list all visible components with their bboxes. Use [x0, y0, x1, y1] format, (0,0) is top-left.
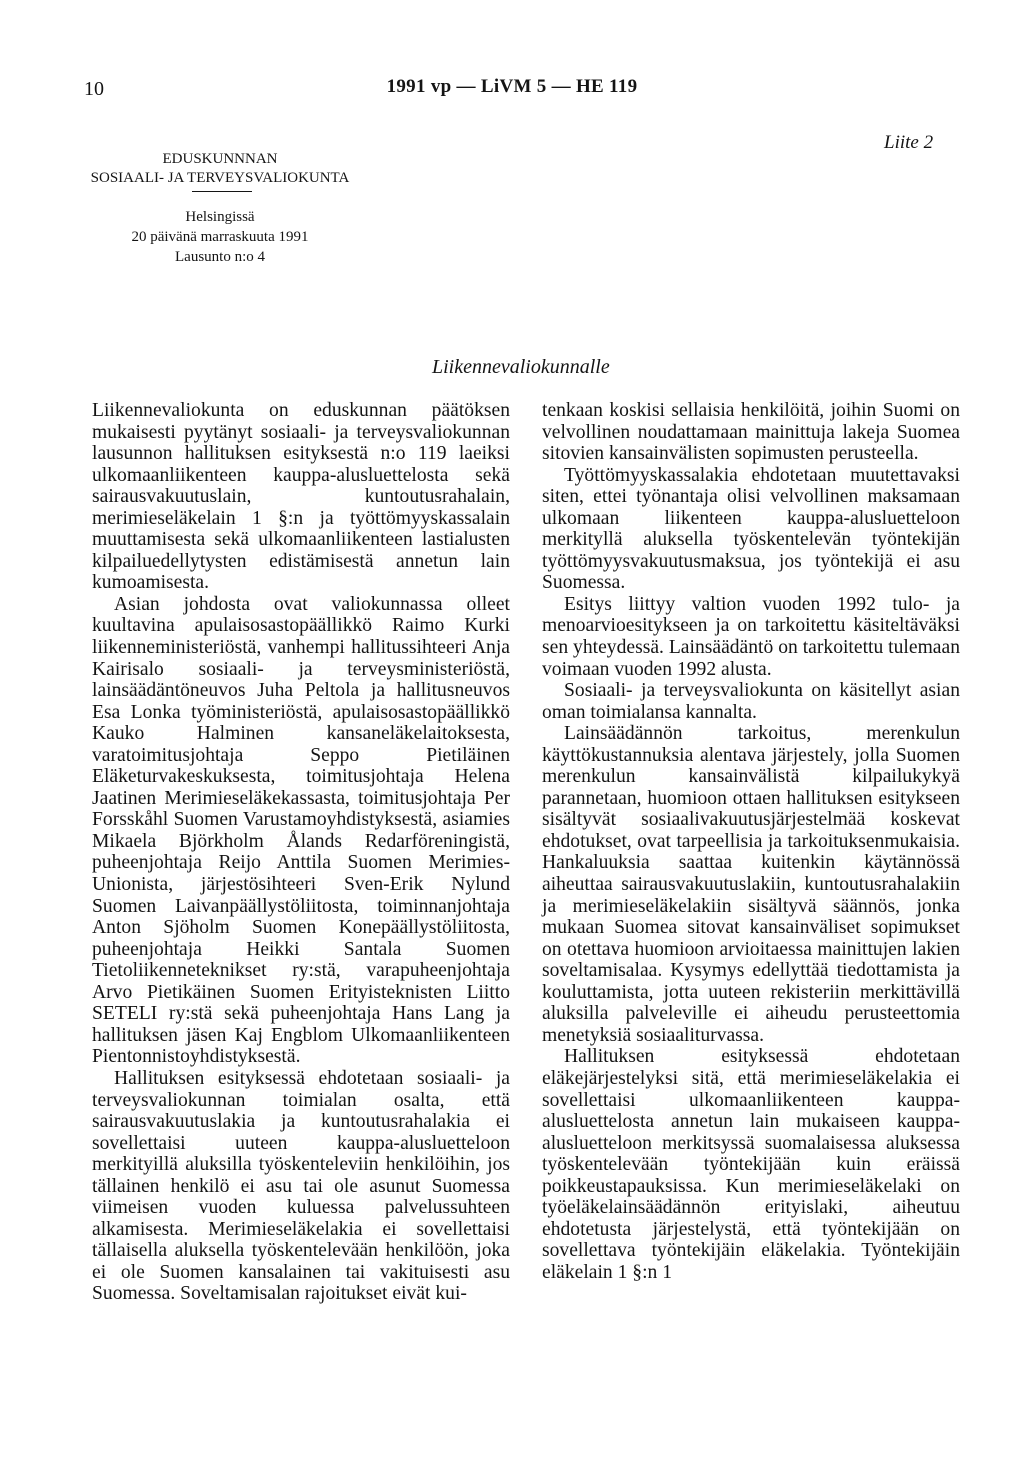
divider	[192, 191, 252, 192]
page-number: 10	[84, 78, 104, 100]
paragraph: Työttömyyskassalakia ehdotetaan muutettavaksi siten, ettei työnantaja olisi velvollinen maksamaan ulkomaan liikenteen kauppa-alusluetteloon merkityllä aluksella työskentelevän työntekijän työttömyysvakuutusmaksua, jos työntekijä ei asu Suomessa.	[542, 464, 960, 594]
committee-name: SOSIAALI- JA TERVEYSVALIOKUNTA	[90, 170, 350, 186]
place: Helsingissä	[185, 209, 255, 225]
appendix-label: Liite 2	[884, 132, 934, 153]
statement-number: Lausunto n:o 4	[175, 249, 265, 265]
paragraph: Lainsäädännön tarkoitus, merenkulun käyttökustannuksia alentava järjestely, jolla Suomen merenkulun kansainvälistä kilpailukykyä parannetaan, huomioon ottaen hallituksen esitykseen sisältyvät sosiaalivakuutusjärjestelmää koskevat ehdotukset, ovat tarpeellisia ja tarkoituksenmukaisia. Hankaluuksia saattaa kuitenkin käytännössä aiheuttaa sairausvakuutuslakiin, kuntoutusrahalakiin ja merimieseläkelakiin sisältyvä säännös, jonka mukaan Suomea sitovat kansainväliset sopimukset on otettava huomioon arvioitaessa mainittujen lakien soveltamisalaa. Kysymys edellyttää tiedottamista ja kouluttamista, jotta uuteen rekisteriin merkittävillä aluksilla palveleville ei aiheudu perusteettomia menetyksiä sosiaaliturvassa.	[542, 723, 960, 1046]
place-date-block	[70, 207, 370, 267]
running-head: 1991 vp — LiVM 5 — HE 119	[386, 76, 638, 97]
paragraph: tenkaan koskisi sellaisia henkilöitä, joihin Suomi on velvollinen noudattamaan mainittuja lakeja Suomea sitovien kansainvälisten sopimusten perusteella.	[542, 400, 960, 465]
paragraph: Hallituksen esityksessä ehdotetaan sosiaali- ja terveysvaliokunnan toimialan osalta, että sairausvakuutuslakia ja kuntoutusrahalakia ei sovellettaisi uuteen kauppa-alusluetteloon merkityillä aluksilla työskenteleviin henkilöihin, jos tällainen henkilö ei asu tai ole asunut Suomessa viimeisen vuoden kuluessa palvelussuhteen alkamisesta. Merimieseläkelakia ei sovellettaisi tällaisella aluksella työskentelevään henkilöön, joka ei ole Suomen kansalainen tai vakituisesti asu Suomessa. Soveltamisalan rajoitukset eivät kui-	[92, 1067, 510, 1305]
body-right-column	[542, 400, 960, 1283]
paragraph: Hallituksen esityksessä ehdotetaan eläkejärjestelyksi sitä, että merimieseläkelakia ei sovellettaisi ulkomaanliikenteen kauppa-alusluettelosta annetun lain mukaiseen kauppa-alusluetteloon merkitsyssä suomalaisessa aluksessa työskentelevään työntekijään kuin eräissä poikkeustapauksissa. Kun merimieseläkelaki on työeläkelainsäädännön erityislaki, aiheutuu ehdotetusta järjestelystä, että työntekijään on sovellettava työntekijäin eläkelakia. Työntekijäin eläkelain 1 §:n 1	[542, 1046, 960, 1283]
parliament-name: EDUSKUNNNAN	[162, 151, 278, 167]
body-left-column	[92, 400, 510, 1305]
paragraph: Esitys liittyy valtion vuoden 1992 tulo- ja menoarvioesitykseen ja on tarkoitettu käsiteltäväksi sen yhteydessä. Lainsäädäntö on tarkoitettu tulemaan voimaan vuoden 1992 alusta.	[542, 593, 960, 680]
paragraph: Liikennevaliokunta on eduskunnan päätöksen mukaisesti pyytänyt sosiaali- ja terveysvaliokunnan lausunnon hallituksen esityksestä n:o 119 laeiksi ulkomaanliikenteen kauppa-alusluettelosta sekä sairausvakuutuslain, kuntoutusrahalain, merimieseläkelain 1 §:n ja työttömyyskassalain muuttamisesta sekä ulkomaanliikenteen lastialusten kilpailuedellytysten edistämisestä annetun lain kumoamisesta.	[92, 400, 510, 594]
date: 20 päivänä marraskuuta 1991	[131, 229, 309, 245]
sender-committee	[70, 150, 370, 188]
addressee: Liikennevaliokunnalle	[432, 356, 610, 378]
paragraph: Sosiaali- ja terveysvaliokunta on käsitellyt asian oman toimialansa kannalta.	[542, 680, 960, 723]
paragraph: Asian johdosta ovat valiokunnassa olleet kuultavina apulaisosastopäällikkö Raimo Kurki liikenneministeriöstä, vanhempi hallitussihteeri Anja Kairisalo sosiaali- ja terveysministeriöstä, lainsäädäntöneuvos Juha Peltola ja hallitusneuvos Esa Lonka työministeriöstä, apulaisosastopäällikkö Kauko Halminen kansaneläkelaitoksesta, varatoimitusjohtaja Seppo Pietiläinen Eläketurvakeskuksesta, toimitusjohtaja Helena Jaatinen Merimieseläkekassasta, toimitusjohtaja Per Forsskåhl Suomen Varustamoyhdistyksestä, asiamies Mikaela Björkholm Ålands Redarföreningistä, puheenjohtaja Reijo Anttila Suomen Merimies-Unionista, järjestösihteeri Sven-Erik Nylund Suomen Laivanpäällystöliitosta, toiminnanjohtaja Anton Sjöholm Suomen Konepäällystöliitosta, puheenjohtaja Heikki Santala Suomen Tietoliikenneteknikset ry:stä, varapuheenjohtaja Arvo Pietikäinen Suomen Erityisteknisten Liitto SETELI ry:stä sekä puheenjohtaja Hans Lang ja hallituksen jäsen Kaj Engblom Ulkomaanliikenteen Pientonnistoyhdistyksestä.	[92, 593, 510, 1068]
